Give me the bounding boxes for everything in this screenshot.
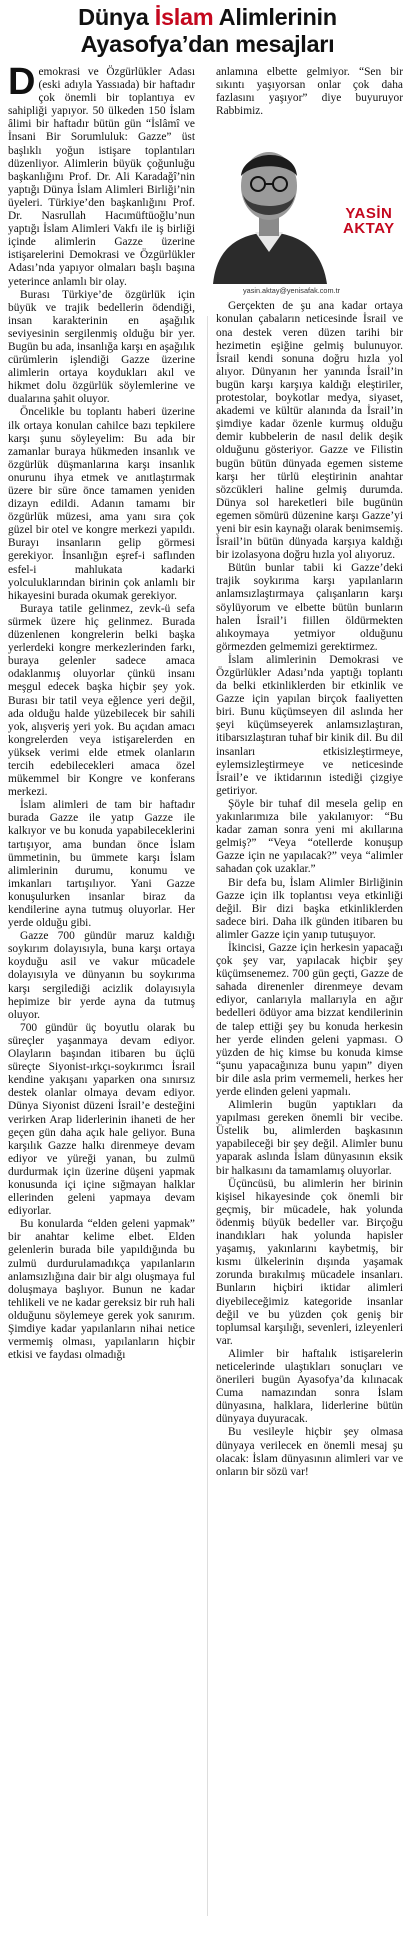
author-name: YASİN AKTAY bbox=[343, 205, 395, 237]
column-divider bbox=[207, 316, 208, 1916]
headline-highlight: İslam bbox=[154, 4, 214, 30]
paragraph: Bir defa bu, İslam Alimler Birliğinin Gazze için ilk toplantısı veya etkinliği değil. Bir dizi başka etkinliklerden sadece biri. Daha ilk günden itibaren bu alimler Gazze için yanıp tutuşuyor. bbox=[216, 876, 403, 941]
paragraph: Burası Türkiye’de özgürlük için büyük ve trajik bedellerin ödendiği, insan karakterinin en aşağılık seviyesinin sergilenmiş olduğu bir yer. Bugün bu ada, insanlığa karşı en aşağılık cürümlerin işlendiği Gazze üzerine alimlerin ortaya koydukları akıl ve hikmet dolu özgürlük söylemlerine ve dualarına şahit oluyor. bbox=[8, 288, 195, 406]
author-box bbox=[203, 124, 399, 302]
article-body bbox=[8, 61, 408, 1943]
paragraph: 700 gündür üç boyutlu olarak bu süreçler yaşanmaya devam ediyor. Olayların başından itibaren bu üçlü süreçte Siyonist-ırkçı-soykırımcı İsrail kendine yakışanı yaparken ona sınırsız destek olanlar olmaya devam ediyor. Dünya Siyonist düzeni İsrail’e desteğini verirken Arap liderlerinin ihaneti de her geçen gün daha açık hale geliyor. Buna karşılık Gazze halkı direnmeye devam ediyor ve yüreği yanan, bu zulmü durdurmak için üzerine düşeni yapmak konusunda içi içine sığmayan halklar ellerinden geleni yapmaya devam ediyorlar. bbox=[8, 1021, 195, 1218]
paragraph: Alimler bir haftalık istişarelerin neticelerinde ulaştıkları sonuçları ve önerileri bugün Ayasofya’da kılınacak Cuma namazından sonra İslam dünyasına, halklara, liderlerine bütün dünyaya duyuracak. bbox=[216, 1347, 403, 1426]
paragraph: İslam alimlerinin Demokrasi ve Özgürlükler Adası’nda yaptığı toplantı da belki etkinliklerden bir etkinlik ve Gazze için yapılan birçok faaliyetten biri. Bunu küçümseyen dil aslında her şeyi küçümseyerek anlamsızlaştıran, itibarsızlaştıran tuhaf bir kinik dil. Bu dil insanları etkisizleştirmeye, eylemsizleştirmeye ve neticesinde İsrail’e ve iktidarının istediği çizgiye getiriyor. bbox=[216, 653, 403, 797]
paragraph: Gerçekten de şu ana kadar ortaya konulan çabaların neticesinde İsrail ve ona destek veren düzen tarihi bir hezimetin eşiğine gelmiş bulunuyor. İsrail kendi sonuna doğru hızla yol alıyor. Dünyanın her yanında İsrail’in bugün karşı karşıya kaldığı eleştiriler, protestolar, boykotlar medya, siyaset, akademi ve kültür alanında da İsrail’in şimdiye kadar özenle kurmuş olduğu demir kubbelerin de nasıl delik deşik olduğunu gösteriyor. Gazze ve Filistin bugün bütün dünyada egemen sisteme karşı her türlü eleştirinin anahtar sözcükleri haline gelmiş durumda. Dünya sol hareketleri bile bugünün egemen sömürü düzenine karşı Gazze’yi yeni bir esin kaynağı olarak benimsemiş. İsrail’in bütün dünyada karşıya kaldığı bir izolasyona doğru hızla yol alıyoruz. bbox=[216, 300, 403, 562]
headline bbox=[8, 4, 407, 58]
paragraph: Üçüncüsü, bu alimlerin her birinin kişisel hikayesinde çok önemli bir geçmiş, bir mücadele, hak yolunda ödenmiş büyük bedeller var. Birçoğu inandıkları hak yolunda hapisler yaşamış, yakınlarını kaybetmiş, bir kısmı ülkelerinin dışında yaşamak zorunda bırakılmış mücadele insanları. Bunların hiçbiri iktidar alimleri diyebileceğimiz kategoride insanlar değil ve bu yüzden çok geniş bir toplumsal karşılığı, sevenleri, izleyenleri var. bbox=[216, 1177, 403, 1347]
paragraph: anlamına elbette gelmiyor. “Sen bir sıkıntı yaşıyorsan onlar çok daha fazlasını yaşıyor” diye buyuruyor Rabbimiz. bbox=[216, 66, 403, 118]
paragraph: Bu vesileyle hiçbir şey olmasa dünyaya verilecek en önemli mesaj şu olacak: İslam dünyasının alimleri var ve onların bir sözü var! bbox=[216, 1426, 403, 1478]
paragraph: Gazze 700 gündür maruz kaldığı soykırım dolayısıyla, buna karşı ortaya koyduğu asil ve vakur mücadele dolayısıyla ve dünyanın bu soykırıma karşı sergilediği acizlik dolayısıyla hepimize bir yerde ayna da tutmuş oluyor. bbox=[8, 930, 195, 1021]
paragraph: Buraya tatile gelinmez, zevk-ü sefa sürmek üzere hiç gelinmez. Burada düzenlenen kongrelerin belki başka yerlerdeki kongre merkezlerinden farkı, buraya gelenler sadece amaca odaklanmış oluyorlar çünkü insanı meşgul edecek başka hiçbir şey yok. Burası bir tatil veya eğlence yeri değil, ada olduğu halde yüzebilecek bir sahili yok, alışveriş yeri yok. Bu açıdan amacı kongrelerden veya istişarelerden en yüksek verimi elde etmek olanların tercih edebilecekleri amaca özel mükemmel bir Kongre ve konferans merkezi. bbox=[8, 602, 195, 799]
author-email: yasin.aktay@yenisafak.com.tr bbox=[243, 286, 341, 295]
author-portrait bbox=[203, 124, 335, 284]
headline-line1: Dünya İslam Alimlerinin bbox=[78, 4, 337, 30]
paragraph: Bu konularda “elden geleni yapmak” bir anahtar kelime elbet. Elden gelenlerin burada bile yapıldığında bu zulmü durdurulamadıkça yapılanların anlamsızlığına dair bir algı oluşmaya ful doluşmaya başlıyor. Bunun ne kadar tehlikeli ve ne kadar gereksiz bir ruh hali olduğunu söylemeye gerek yok sanırım. Şimdiye kadar yapılanların nihai netice vermemiş olması, yapılanların hiçbir etkisi ve faydası olmadığı bbox=[8, 1218, 195, 1362]
paragraph: Öncelikle bu toplantı haberi üzerine ilk ortaya konulan cahilce bazı tepkilere karşı şunu söyleyelim: Bu ada bir zamanlar buraya hükmeden insanlık ve özgürlük düşmanlarına karşı insanlık onurunu ihya etmek ve anıtlaştırmak üzere bir süre önce tamamen yeniden dizayn edildi. Adanın tamamı bir özgürlük müzesi, ama yanı sıra çok güzel bir otel ve kongre merkezi yapıldı. Burayı insanların gelip görmesi gerekiyor. İnsanlığın eşref-i saflınden esfel-i mahlukata kadarki yolculuklarından birinin çok anlamlı bir hikayesini burada okumak gerekiyor. bbox=[8, 406, 195, 602]
paragraph: Alimlerin bugün yaptıkları da yapılması gereken önemli bir vecibe. Üstelik bu, alimlerden başkasının yapabileceği bir şey değil. Alimler bunu yaparak aslında İslam dünyasının eksik bir halkasını da tamamlamış oluyorlar. bbox=[216, 1099, 403, 1177]
paragraph: Demokrasi ve Özgürlükler Adası (eski adıyla Yassıada) bir haftadır çok önemli bir toplantıya ev sahipliği yapıyor. 50 ülkeden 150 İslam âlimi bir haftadır bütün gün “İslâmî ve İnsani Bir Sorumluluk: Gazze” üst başlıklı yoğun istişare toplantıları düzenliyor. Alimlerin büyük çoğunluğu başkanlığını Prof. Dr. Ali Karadağî’nin yaptığı Dünya İslam Alimleri Birliği’nin üyeleri. Türkiye’den başkanlığını Prof. Dr. Nasrullah Hacımüftüoğlu’nun yaptığı İslam Alimleri Vakfı ile iş birliği içinde alimlerin Gazze üzerine istişarelerini Demokrasi ve Özgürlükler Adası’nda yapıyor olmaları başlı başına yeterince anlamlı bir olay. bbox=[8, 61, 195, 288]
paragraph: Bütün bunlar tabii ki Gazze’deki trajik soykırıma karşı yapılanların anlamsızlaştırmaya çalışanların karşı söylüyorum ve elbette bütün bunların halen İsrail’i fiillen öldürmekten alıkoymaya yetmiyor olduğunu görmezden gelmemizi gerektirmez. bbox=[216, 562, 403, 653]
paragraph: İkincisi, Gazze için herkesin yapacağı çok şey var, yapılacak hiçbir şey küçümsenemez. 700 gün geçti, Gazze de sahada direnenler direnmeye devam ediyor, canlarıyla mallarıyla en ağır bedelleri ödüyor ama bizzat kendilerinin de talep ettiği şey bu konuda herkesin her yerde elinden geleni yapması. O yüzden de hiç kimse bu konuda kimse “şunu yapacağınıza bunu yapın” diyen bir dile asla prim vermemeli, herkes her yerde elinden geleni yapmalı. bbox=[216, 941, 403, 1098]
headline-line2: Ayasofya’dan mesajları bbox=[80, 31, 335, 57]
left-column bbox=[8, 61, 195, 1362]
paragraph: İslam alimleri de tam bir haftadır burada Gazze ile yatıp Gazze ile kalkıyor ve bu konuda yapabileceklerini tartışıyor, ama bundan önce İslam ümmetinin, bu ümmete karşı İslam alimlerinin durumu, konumu ve imkanları tartışılıyor. Yani Gazze konuşulurken insanlar biraz da kendilerine ayna tutmuş oluyorlar. Her yerde olduğu gibi. bbox=[8, 799, 195, 930]
drop-cap: D bbox=[8, 61, 36, 103]
paragraph: Şöyle bir tuhaf dil mesela gelip en yakınlarımıza bile yakılanıyor: “Bu kadar zaman sonra yeni mi akıllarına gelmiş?” “Veya “otellerde konuşup Gazze için ne yapılacak?” veya “alimler sahadan çok uzaklar.” bbox=[216, 797, 403, 876]
